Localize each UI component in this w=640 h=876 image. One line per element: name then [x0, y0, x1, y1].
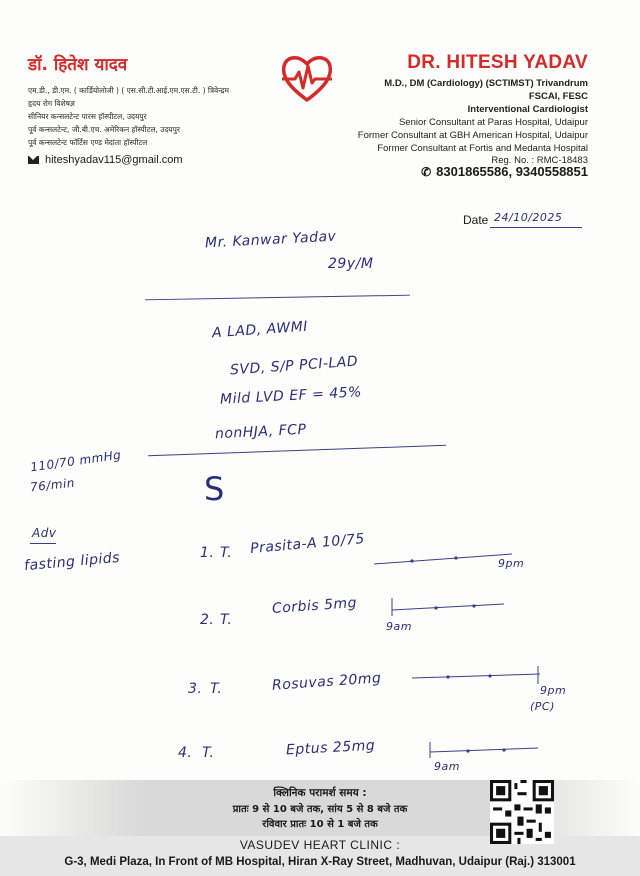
diagnosis-line-3: Mild LVD EF = 45%	[219, 384, 363, 408]
clinic-timing-sunday: रविवार प्रातः 10 से 1 बजे तक	[262, 819, 378, 830]
position-hindi-1: सीनियर कन्सलटेन्ट पारस हॉस्पीटल, उदयपुर	[28, 112, 147, 121]
qualification-hindi: एम.डी., डी.एम. ( कार्डियोलोजी ) ( एस.सी.टी.आई.एम.एस.टी. ) त्रिवेन्द्रम	[28, 86, 229, 95]
medicine-4-form: T.	[202, 745, 215, 761]
doctor-name-english: DR. HITESH YADAV	[407, 52, 588, 73]
clinic-timing-title: क्लिनिक परामर्श समय :	[273, 787, 367, 799]
diagnosis-line-1: A LAD, AWMI	[211, 318, 309, 342]
current-position: Senior Consultant at Paras Hospital, Udaipur	[398, 117, 588, 128]
medicine-4-name: Eptus 25mg	[285, 737, 376, 759]
medicine-1-form: T.	[220, 545, 233, 561]
fellowships: FSCAI, FESC	[528, 91, 588, 102]
heart-pulse-logo-icon	[280, 52, 334, 106]
phone-row	[421, 164, 588, 179]
email-row	[28, 154, 183, 166]
vitals-bp: 110/70 mmHg	[29, 447, 123, 475]
mail-icon	[28, 156, 39, 164]
medicine-3-number: 3.	[188, 681, 203, 697]
medicine-1-name: Prasita-A 10/75	[249, 531, 366, 557]
phone-icon: ✆	[421, 164, 432, 179]
designation: Interventional Cardiologist	[467, 104, 588, 115]
registration-number: Reg. No. : RMC-18483	[491, 155, 588, 166]
diagnosis-line-2: SVD, S/P PCI-LAD	[229, 353, 359, 379]
email-text: hiteshyadav115@gmail.com	[45, 154, 183, 166]
medicine-2-form: T.	[220, 612, 233, 628]
date-underline	[490, 227, 582, 228]
medicine-4-number: 4.	[178, 745, 193, 761]
medicine-2-number: 2.	[200, 612, 215, 628]
patient-age-sex: 29y/M	[328, 256, 374, 272]
rx-symbol: S	[204, 470, 225, 508]
clinic-name: VASUDEV HEART CLINIC :	[239, 838, 401, 852]
medicine-3-time: 9pm	[540, 684, 567, 697]
advice-underline	[30, 543, 56, 544]
patient-name: Mr. Kanwar Yadav	[204, 228, 337, 252]
clinic-address: G-3, Medi Plaza, In Front of MB Hospital, Hiran X-Ray Street, Madhuvan, Udaipur (Raj.) 313001	[64, 856, 576, 868]
medicine-3-name: Rosuvas 20mg	[271, 670, 382, 694]
medicine-3-form: T.	[210, 681, 223, 697]
medicine-2-time: 9am	[386, 620, 412, 633]
position-hindi-2: पूर्व कन्सलटेन्ट, जी.बी.एच. अमेरिकन हॉस्पीटल, उदयपुर	[28, 125, 180, 134]
patient-divider	[145, 295, 410, 301]
former-position-2: Former Consultant at Fortis and Medanta Hospital	[377, 143, 588, 154]
clinic-timing-weekday: प्रातः 9 से 10 बजे तक, सांय 5 से 8 बजे तक	[232, 804, 408, 815]
qualification-english: M.D., DM (Cardiology) (SCTIMST) Trivandrum	[384, 78, 588, 89]
diagnosis-line-4: nonHJA, FCP	[214, 421, 307, 443]
medicine-4-dose-line	[426, 738, 542, 762]
medicine-3-note: (PC)	[530, 700, 555, 713]
vitals-pulse: 76/min	[29, 475, 76, 495]
medicine-1-time: 9pm	[498, 557, 525, 570]
medicine-1-dose-line	[372, 548, 516, 568]
advice-text: fasting lipids	[23, 549, 121, 575]
medicine-4-time: 9am	[434, 760, 460, 773]
advice-heading: Adv	[32, 526, 57, 540]
medicine-2-dose-line	[388, 594, 508, 620]
specialty-hindi: हृदय रोग विशेषज्ञ	[28, 99, 75, 108]
date-label: Date	[463, 213, 489, 227]
medicine-3-dose-line	[408, 664, 544, 690]
date-value: 24/10/2025	[494, 211, 563, 224]
former-position-1: Former Consultant at GBH American Hospital, Udaipur	[357, 130, 588, 141]
qr-code-icon	[490, 780, 554, 844]
phone-numbers: 8301865586, 9340558851	[436, 164, 588, 179]
position-hindi-3: पूर्व कन्सलटेन्ट फॉर्टिस एण्ड मेदांता हॉस्पीटल	[28, 138, 148, 147]
medicine-2-name: Corbis 5mg	[271, 595, 358, 617]
diagnosis-divider	[148, 445, 446, 456]
medicine-1-number: 1.	[200, 545, 215, 561]
doctor-name-hindi: डॉ. हितेश यादव	[28, 55, 128, 75]
